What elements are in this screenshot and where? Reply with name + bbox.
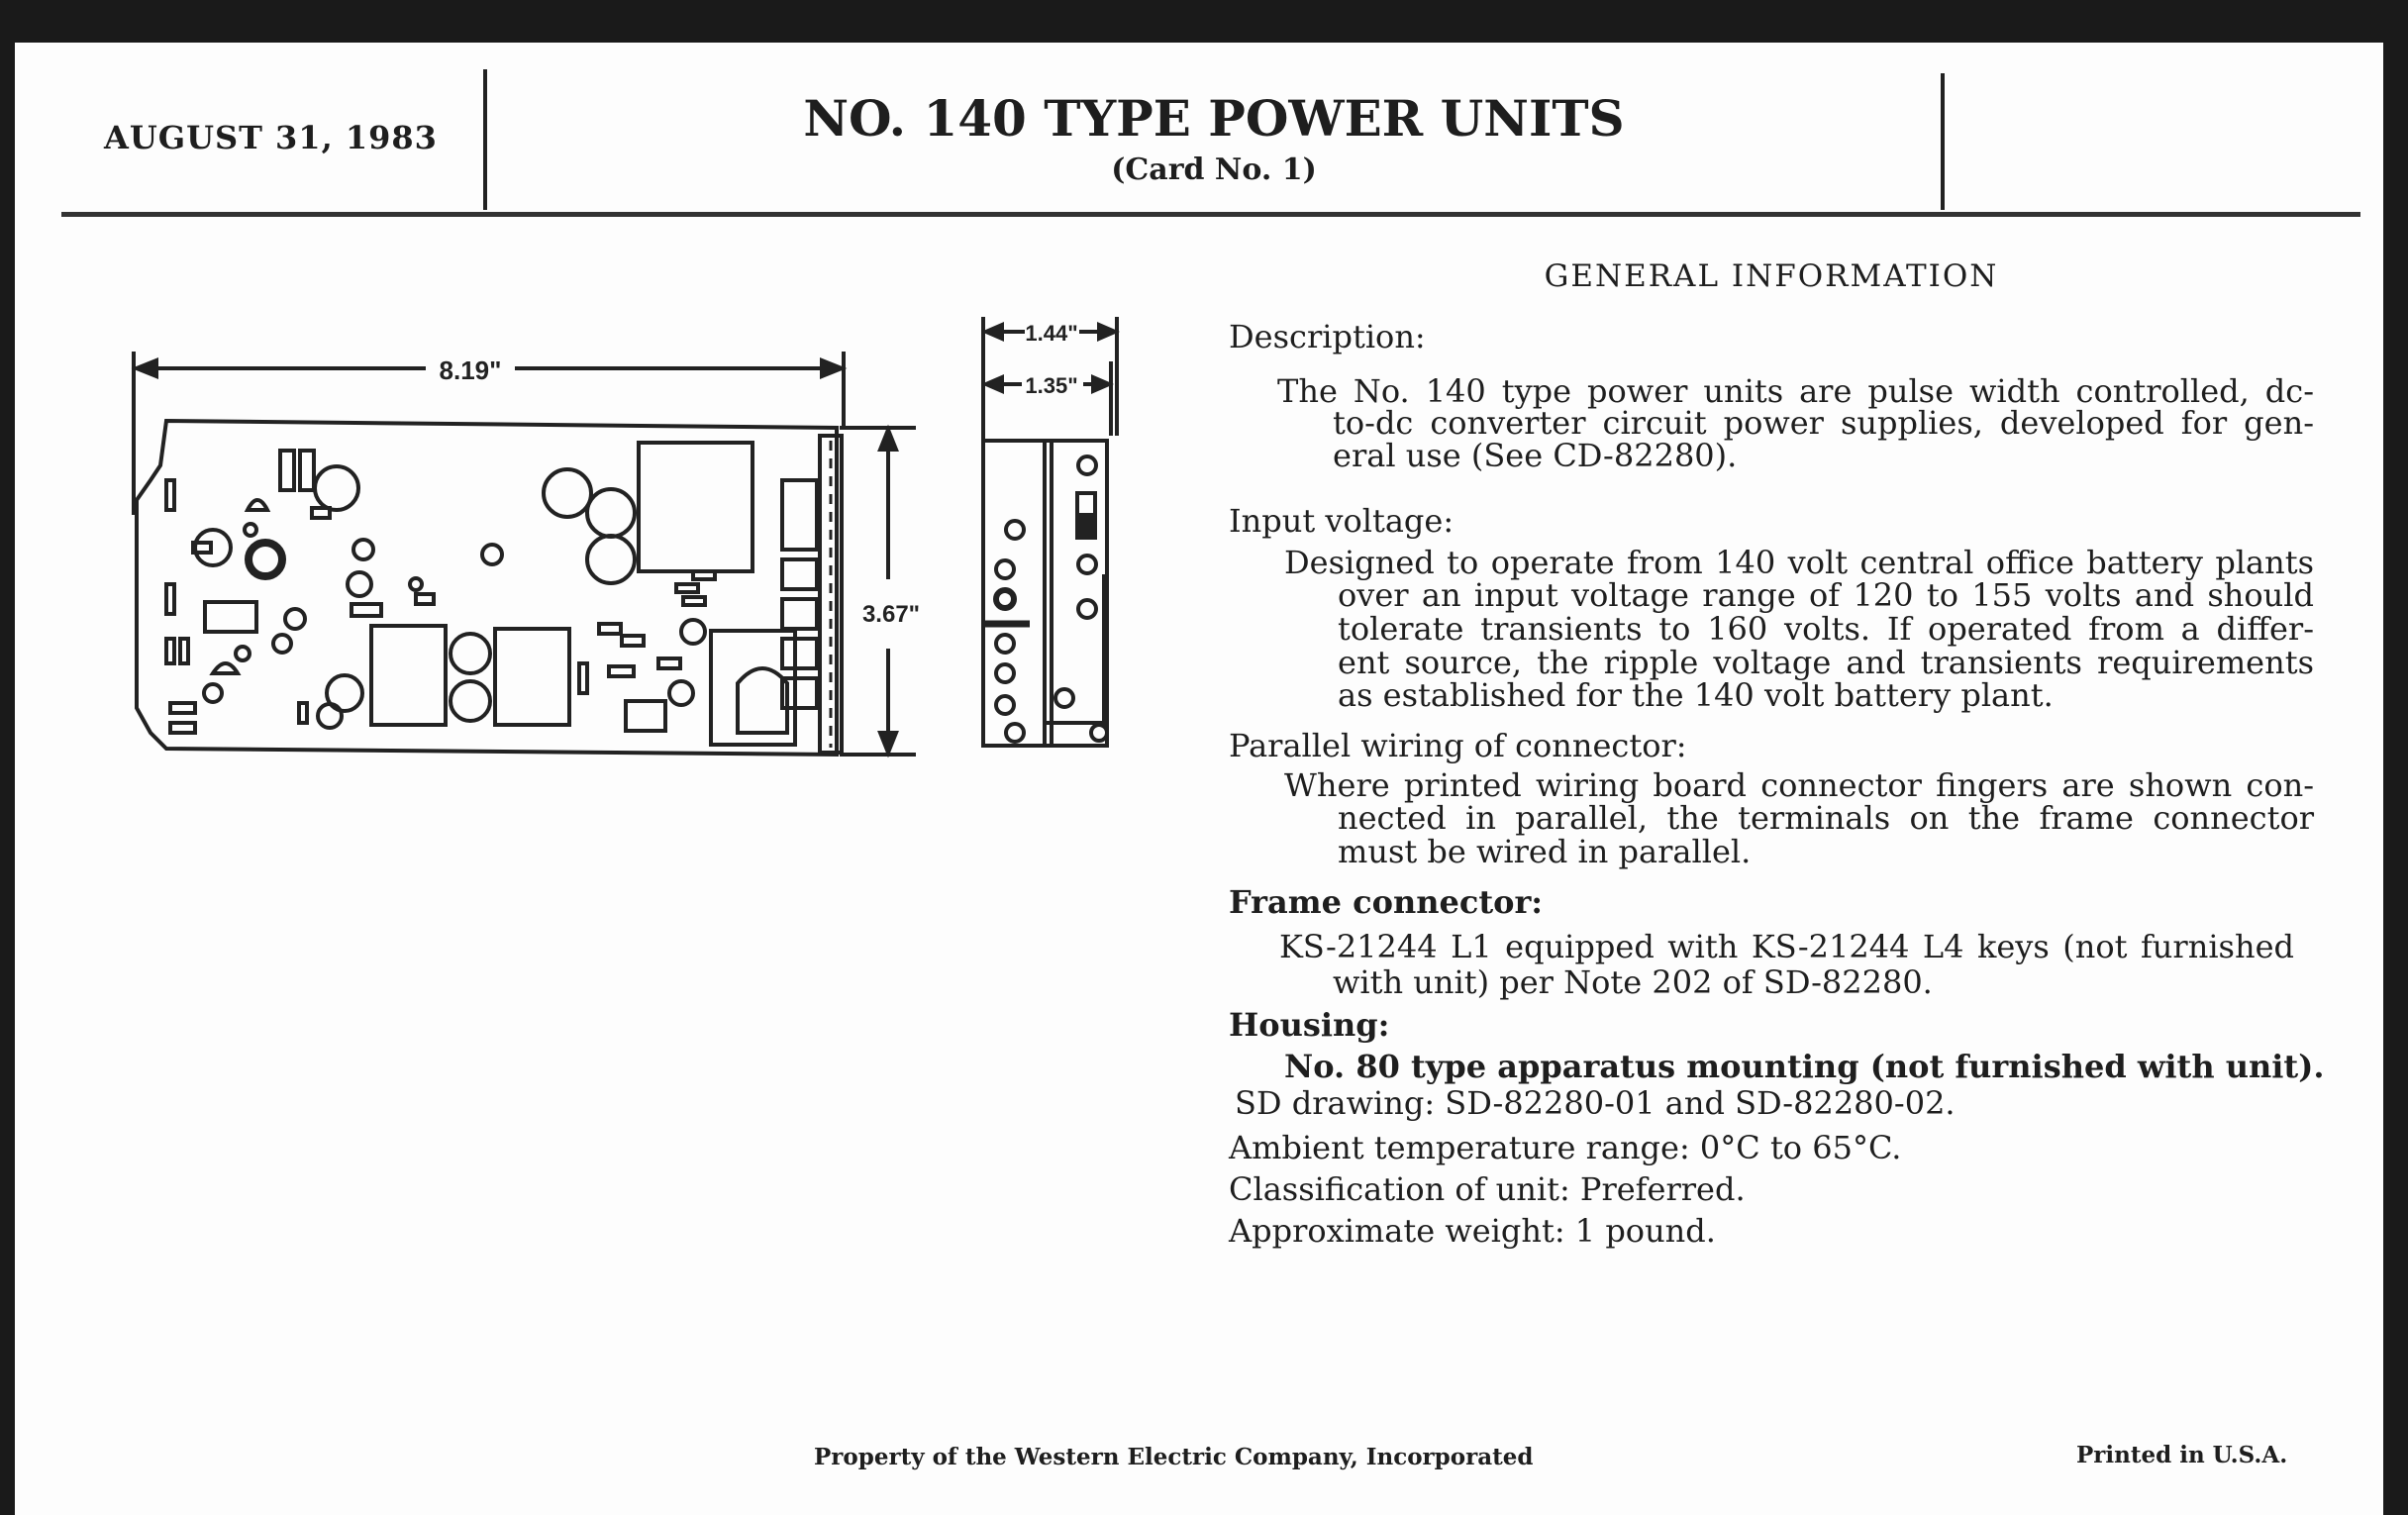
- input-voltage-line: tolerate transients to 160 volts. If operated from a differ-: [1338, 610, 2314, 648]
- approximate-weight: Approximate weight: 1 pound.: [1229, 1212, 1716, 1250]
- dimension-length: [134, 352, 844, 515]
- input-voltage-line: as established for the 140 volt battery plant.: [1338, 676, 2054, 714]
- housing-heading: Housing:: [1229, 1006, 1390, 1044]
- description-line: to-dc converter circuit power supplies, developed for gen-: [1333, 404, 2314, 442]
- housing-line: No. 80 type apparatus mounting (not furnished with unit).: [1284, 1048, 2325, 1085]
- width-inner-label: 1.35": [1025, 373, 1078, 398]
- parallel-wiring-line: must be wired in parallel.: [1338, 833, 1752, 870]
- card-number: (Card No. 1): [1111, 152, 1317, 187]
- input-voltage-line: Designed to operate from 140 volt central office battery plants: [1284, 544, 2314, 581]
- description-line: The No. 140 type power units are pulse width controlled, dc-: [1277, 372, 2314, 410]
- sd-drawing: SD drawing: SD-82280-01 and SD-82280-02.: [1235, 1084, 1956, 1122]
- parallel-wiring-line: nected in parallel, the terminals on the frame connector: [1338, 799, 2314, 837]
- frame-connector-heading: Frame connector:: [1229, 883, 1544, 921]
- description-heading: Description:: [1229, 318, 1426, 355]
- side-view: [983, 317, 1117, 746]
- dimension-height: [840, 428, 920, 755]
- width-outer-label: 1.44": [1025, 321, 1078, 346]
- board-components: [166, 443, 817, 745]
- frame-connector-line: with unit) per Note 202 of SD-82280.: [1333, 963, 1933, 1001]
- page-title: NO. 140 TYPE POWER UNITS: [803, 89, 1625, 148]
- date: AUGUST 31, 1983: [104, 119, 438, 156]
- length-label: 8.19": [439, 355, 502, 385]
- input-voltage-line: ent source, the ripple voltage and transients requirements: [1338, 644, 2314, 681]
- ambient-temperature: Ambient temperature range: 0°C to 65°C.: [1229, 1129, 1902, 1166]
- parallel-wiring-line: Where printed wiring board connector fingers are shown con-: [1284, 766, 2314, 804]
- board-outline: [137, 421, 837, 755]
- input-voltage-heading: Input voltage:: [1229, 502, 1455, 540]
- footer-property: Property of the Western Electric Company, Incorporated: [814, 1444, 1534, 1470]
- section-title: GENERAL INFORMATION: [1544, 258, 1999, 294]
- classification: Classification of unit: Preferred.: [1229, 1170, 1746, 1208]
- description-line: eral use (See CD-82280).: [1333, 437, 1738, 474]
- footer-printed: Printed in U.S.A.: [2076, 1442, 2288, 1468]
- parallel-wiring-heading: Parallel wiring of connector:: [1229, 727, 1687, 764]
- height-label: 3.67": [861, 601, 921, 628]
- input-voltage-line: over an input voltage range of 120 to 155 volts and should: [1338, 576, 2314, 614]
- frame-connector-line: KS-21244 L1 equipped with KS-21244 L4 keys (not furnished: [1279, 928, 2294, 965]
